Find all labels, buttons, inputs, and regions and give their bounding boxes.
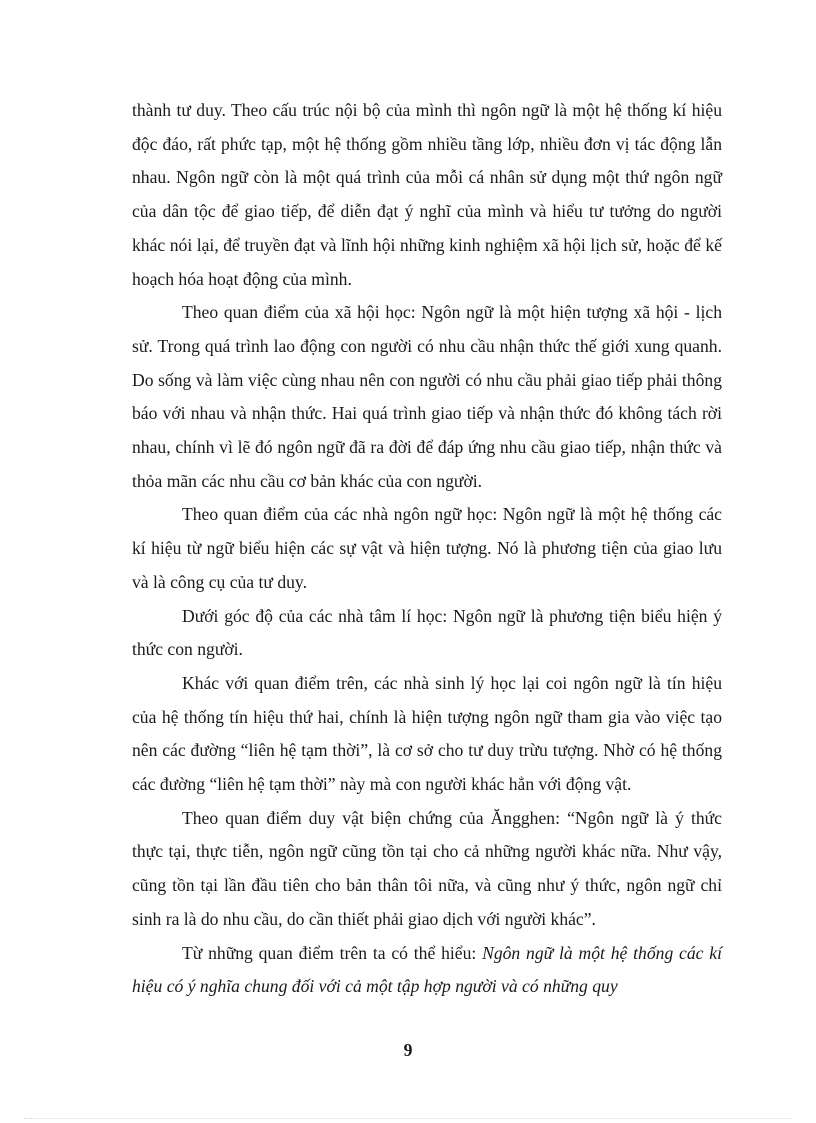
page-number: 9	[403, 1040, 413, 1060]
page-bottom-divider	[24, 1118, 792, 1119]
paragraph-physiology-view: Khác với quan điểm trên, các nhà sinh lý học lại coi ngôn ngữ là tín hiệu của hệ thống tín hiệu thứ hai, chính là hiện tượng ngôn ngữ tham gia vào việc tạo nên các đường “liên hệ tạm thời”, là cơ sở cho tư duy trừu tượng. Nhờ có hệ thống các đường “liên hệ tạm thời” này mà con người khác hẳn với động vật.	[132, 672, 722, 795]
paragraph-continuation: thành tư duy. Theo cấu trúc nội bộ của mình thì ngôn ngữ là một hệ thống kí hiệu độc đáo, rất phức tạp, một hệ thống gồm nhiều tầng lớp, nhiều đơn vị tác động lẫn nhau. Ngôn ngữ còn là một quá trình của mỗi cá nhân sử dụng một thứ ngôn ngữ của dân tộc để giao tiếp, để diễn đạt ý nghĩ của mình và hiểu tư tưởng do người khác nói lại, để truyền đạt và lĩnh hội những kinh nghiệm xã hội lịch sử, hoặc để kế hoạch hóa hoạt động của mình.	[132, 100, 722, 289]
conclusion-lead: Từ những quan điểm trên ta có thể hiểu:	[182, 942, 483, 963]
paragraph-engels-view: Theo quan điểm duy vật biện chứng của Ăngghen: “Ngôn ngữ là ý thức thực tại, thực tiễn, ngôn ngữ cũng tồn tại cho cả những người khác nữa. Như vậy, cũng tồn tại lần đầu tiên cho bản thân tôi nữa, và cũng như ý thức, ngôn ngữ chỉ sinh ra là do nhu cầu, do cần thiết phải giao dịch với người khác”.	[132, 807, 722, 929]
paragraph-psychology-view: Dưới góc độ của các nhà tâm lí học: Ngôn ngữ là phương tiện biểu hiện ý thức con người.	[132, 605, 722, 660]
conclusion-definition: Ngôn ngữ là một hệ thống các kí hiệu có ý nghĩa chung đối với cả một tập hợp người và có những quy	[132, 942, 722, 997]
body-text	[132, 94, 722, 1004]
paragraph-linguistics-view: Theo quan điểm của các nhà ngôn ngữ học: Ngôn ngữ là một hệ thống các kí hiệu từ ngữ biểu hiện các sự vật và hiện tượng. Nó là phương tiện của giao lưu và là công cụ của tư duy.	[132, 504, 722, 592]
paragraph-conclusion	[132, 937, 722, 1004]
paragraph-sociology-view: Theo quan điểm của xã hội học: Ngôn ngữ là một hiện tượng xã hội - lịch sử. Trong quá trình lao động con người có nhu cầu nhận thức thế giới xung quanh. Do sống và làm việc cùng nhau nên con người có nhu cầu phải giao tiếp phải thông báo với nhau và nhận thức. Hai quá trình giao tiếp và nhận thức đó không tách rời nhau, chính vì lẽ đó ngôn ngữ đã ra đời để đáp ứng nhu cầu giao tiếp, nhận thức và thỏa mãn các nhu cầu cơ bản khác của con người.	[132, 302, 722, 491]
